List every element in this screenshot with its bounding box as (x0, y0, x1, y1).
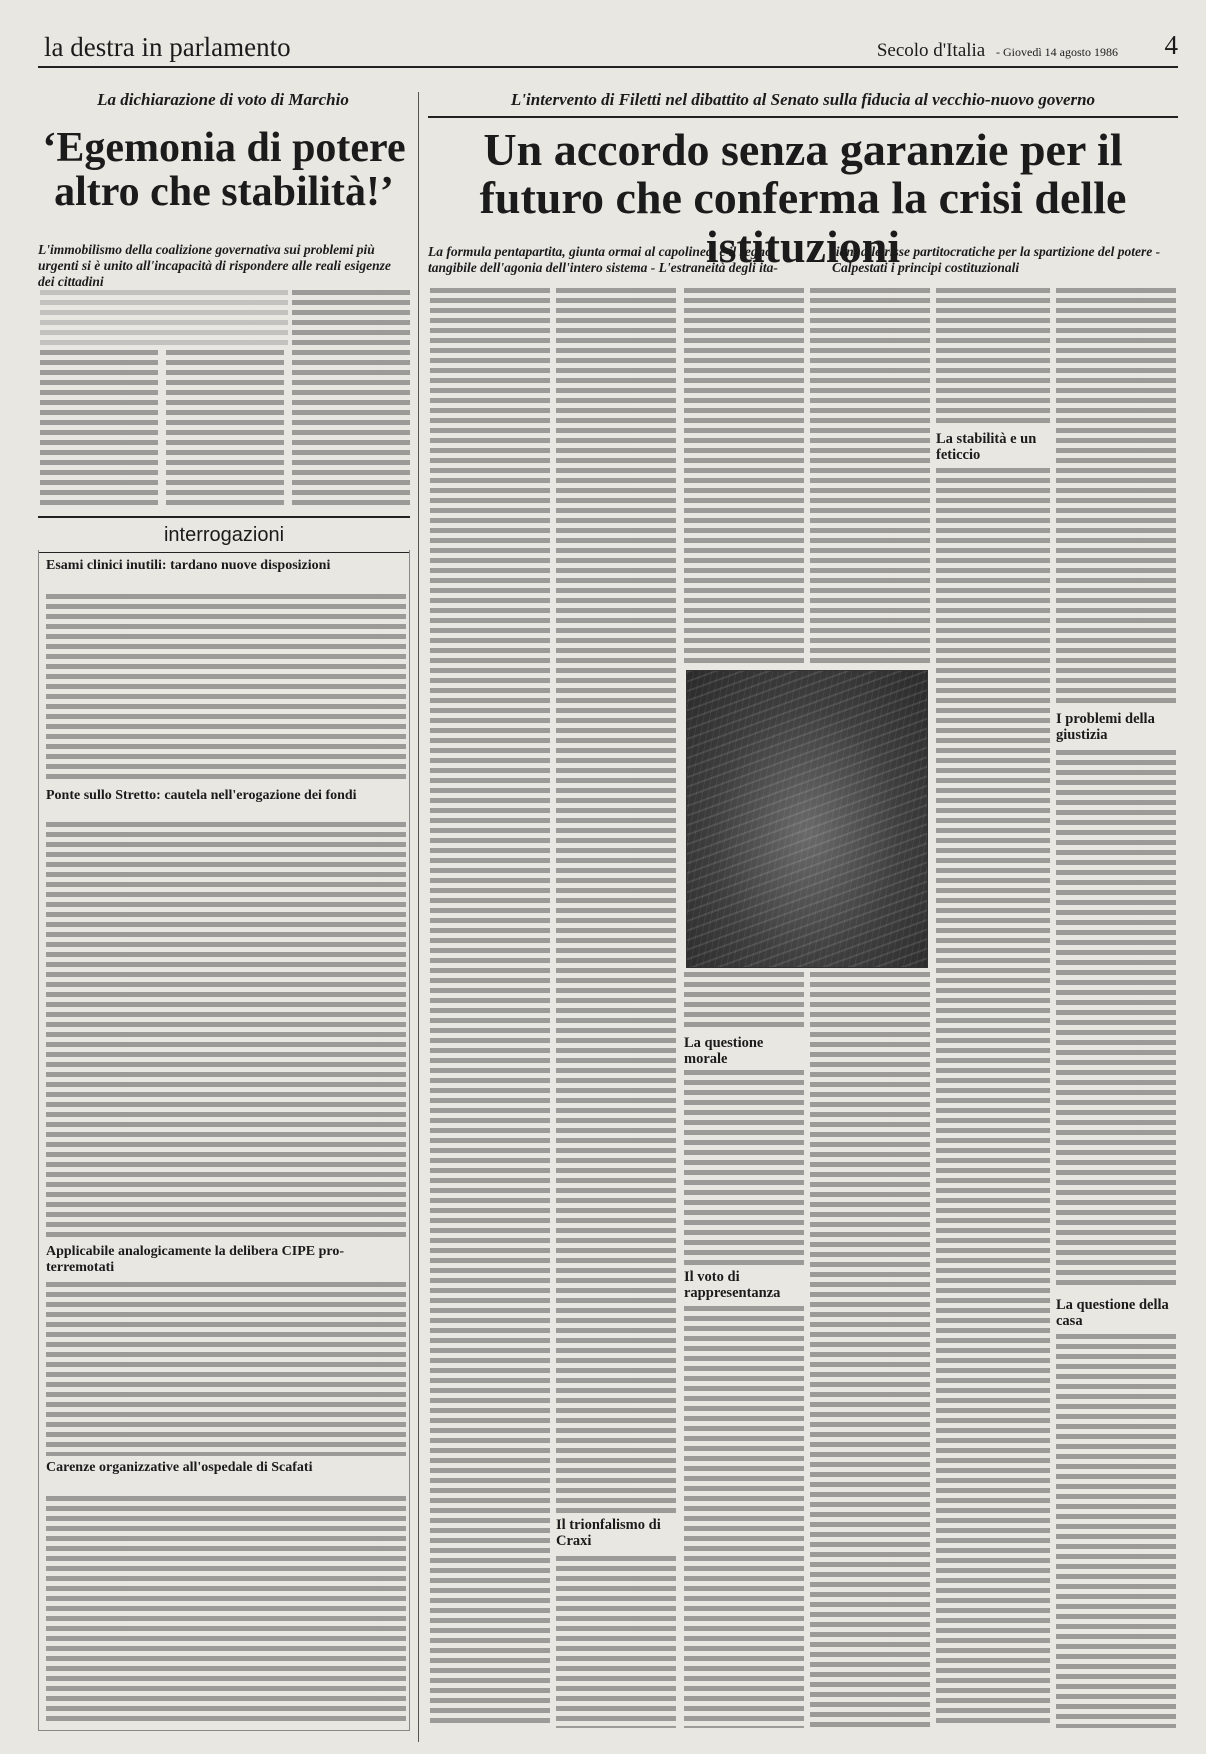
right-body-col3c (684, 1070, 804, 1266)
left-headline: ‘Egemonia di potere altro che stabilità!’ (42, 125, 406, 216)
right-subhead-part2: liani alle risse partitocratiche per la spartizione del potere - Calpestati i principi costituzionali (832, 244, 1161, 275)
right-subhead-part1: La formula pentapartita, giunta ormai al capolinea, è il segno tangibile dell'agonia dell'intero sistema - L'estraneità degli ita- (428, 244, 778, 275)
section-title: la destra in parlamento (44, 32, 291, 62)
right-body-col3 (684, 288, 804, 664)
subsection-title: Il trionfalismo di Craxi (556, 1517, 661, 1549)
interrogazione-text (46, 1282, 406, 1456)
left-body-col2 (166, 350, 284, 508)
interrogazione-text (46, 1496, 406, 1722)
interrogazione-text (46, 822, 406, 1242)
right-body-col6c (1056, 1334, 1176, 1728)
subsection-title: I problemi della giustizia (1056, 711, 1155, 743)
newspaper-name (877, 40, 1118, 62)
right-body-col3d (684, 1306, 804, 1728)
left-kicker: La dichiarazione di voto di Marchio (97, 90, 349, 109)
right-body-col3b (684, 972, 804, 1032)
right-body-col2b (556, 1556, 676, 1728)
subsection-title: La stabilità e un feticcio (936, 431, 1037, 463)
interrogazione-title: Ponte sullo Stretto: cautela nell'erogazione dei fondi (46, 788, 357, 803)
paper-title: Secolo d'Italia (876, 40, 986, 61)
issue-date: - Giovedì 14 agosto 1986 (996, 45, 1118, 59)
interrogazioni-title: interrogazioni (38, 516, 410, 553)
interrogazione-title: Applicabile analogicamente la delibera CIPE pro-terremotati (46, 1244, 345, 1276)
subsection-title: La questione morale (684, 1035, 764, 1067)
left-body-col3 (292, 290, 410, 508)
right-body-col1 (430, 288, 550, 1728)
right-body-col5a (936, 288, 1050, 428)
right-body-col6b (1056, 750, 1176, 1290)
column-divider (418, 92, 419, 1742)
subsection-title: Il voto di rappresentanza (684, 1269, 781, 1301)
left-subhead: L'immobilismo della coalizione governativa sui problemi più urgenti si è unito all'incapacità di rispondere alle reali esigenze dei cittadini (38, 242, 391, 289)
kicker-rule (428, 116, 1178, 118)
subsection-title: La questione della casa (1056, 1297, 1169, 1329)
right-body-col6a (1056, 288, 1176, 708)
left-body-col1 (40, 350, 158, 508)
interrogazione-text (46, 594, 406, 784)
interrogazione-title: Carenze organizzative all'ospedale di Scafati (46, 1460, 313, 1475)
right-body-col5b (936, 468, 1050, 1728)
right-headline: Un accordo senza garanzie per il futuro che conferma la crisi delle istituzioni (479, 124, 1127, 272)
right-kicker: L'intervento di Filetti nel dibattito al Senato sulla fiducia al vecchio-nuovo governo (510, 90, 1096, 109)
right-body-col4a (810, 288, 930, 664)
masthead (38, 28, 1178, 68)
interrogazione-title: Esami clinici inutili: tardano nuove disposizioni (46, 558, 331, 573)
right-body-col2 (556, 288, 676, 1514)
parliament-photo (686, 670, 928, 968)
spacer (420, 290, 422, 292)
left-intro-text (40, 290, 288, 350)
page-number: 4 (1164, 30, 1178, 60)
right-body-col4b (810, 972, 930, 1728)
